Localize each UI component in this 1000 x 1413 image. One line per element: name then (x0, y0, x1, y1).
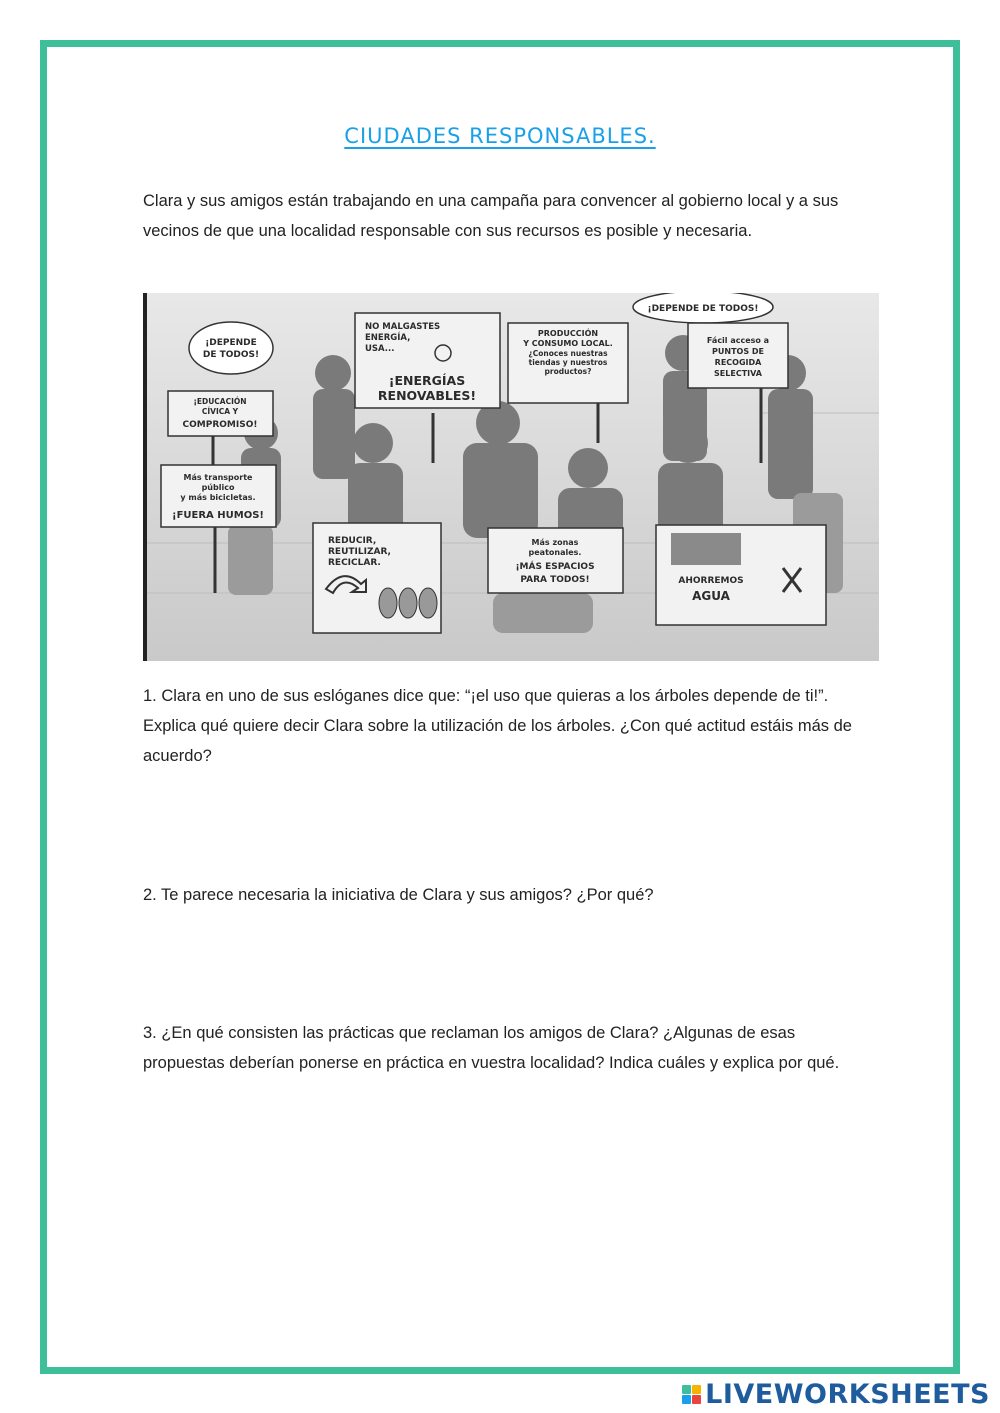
svg-text:público: público (201, 483, 235, 492)
svg-text:PARA TODOS!: PARA TODOS! (520, 575, 590, 585)
illustration-photo (143, 293, 879, 661)
svg-text:COMPROMISO!: COMPROMISO! (182, 420, 258, 430)
svg-text:RECICLAR.: RECICLAR. (328, 558, 381, 568)
svg-text:SELECTIVA: SELECTIVA (714, 369, 762, 378)
svg-text:¡ENERGÍAS: ¡ENERGÍAS (388, 373, 466, 388)
question-3: 3. ¿En qué consisten las prácticas que reclaman los amigos de Clara? ¿Algunas de esas propuestas deberían ponerse en práctica en vuestra localidad? Indica cuáles y explica por qué. (143, 1024, 840, 1072)
svg-text:¡EDUCACIÓN: ¡EDUCACIÓN (193, 397, 247, 406)
svg-text:peatonales.: peatonales. (528, 548, 582, 557)
svg-text:¡MÁS ESPACIOS: ¡MÁS ESPACIOS (515, 562, 595, 572)
intro-paragraph: Clara y sus amigos están trabajando en una campaña para convencer al gobierno local y a sus vecinos de que una localidad responsable con sus recursos es posible y necesaria. (143, 192, 839, 240)
svg-text:PRODUCCIÓN: PRODUCCIÓN (537, 329, 599, 338)
speech-bubble-right (633, 293, 773, 323)
sign-civic-education (168, 391, 273, 436)
svg-text:Más zonas: Más zonas (531, 538, 579, 547)
svg-text:NO MALGASTES: NO MALGASTES (365, 322, 441, 332)
svg-text:productos?: productos? (544, 367, 592, 376)
svg-text:AGUA: AGUA (692, 589, 730, 603)
svg-text:REDUCIR,: REDUCIR, (328, 536, 377, 546)
page-title: CIUDADES RESPONSABLES. (344, 124, 656, 148)
svg-text:USA...: USA... (365, 344, 395, 354)
sign-public-transport (161, 465, 276, 527)
svg-text:RECOGIDA: RECOGIDA (714, 358, 762, 367)
sign-reduce-reuse-recycle (313, 523, 441, 633)
svg-text:PUNTOS DE: PUNTOS DE (712, 347, 764, 356)
speech-bubble-left (189, 322, 273, 374)
sign-save-water (656, 525, 826, 625)
svg-text:tiendas y nuestros: tiendas y nuestros (528, 358, 608, 367)
svg-text:¡FUERA HUMOS!: ¡FUERA HUMOS! (172, 510, 264, 521)
sign-renewable-energy (355, 313, 500, 408)
svg-text:Y CONSUMO LOCAL.: Y CONSUMO LOCAL. (523, 339, 613, 348)
svg-text:ENERGÍA,: ENERGÍA, (365, 333, 411, 343)
bottles-icon (379, 588, 437, 618)
svg-text:Fácil acceso a: Fácil acceso a (706, 336, 770, 345)
svg-text:REUTILIZAR,: REUTILIZAR, (328, 547, 391, 557)
svg-text:y más bicicletas.: y más bicicletas. (180, 493, 256, 502)
question-1: 1. Clara en uno de sus eslóganes dice que: “¡el uso que quieras a los árboles depende de ti!”. Explica qué quiere decir Clara sobre la utilización de los árboles. ¿Con qué actitud estáis más de acuerdo? (143, 687, 852, 765)
water-scene-icon (671, 533, 741, 565)
svg-text:¡DEPENDE DE TODOS!: ¡DEPENDE DE TODOS! (647, 304, 759, 314)
svg-text:CÍVICA Y: CÍVICA Y (201, 407, 239, 416)
logo-cubes-icon (682, 1385, 701, 1404)
svg-text:¡DEPENDE: ¡DEPENDE (205, 338, 257, 348)
svg-text:¿Conoces nuestras: ¿Conoces nuestras (528, 349, 608, 358)
liveworksheets-logo (682, 1379, 990, 1409)
sign-recycling-points (688, 323, 788, 388)
sign-pedestrian-zones (488, 528, 623, 593)
brand-name: LIVEWORKSHEETS (705, 1378, 990, 1410)
question-2: 2. Te parece necesaria la iniciativa de Clara y sus amigos? ¿Por qué? (143, 886, 654, 904)
svg-text:AHORREMOS: AHORREMOS (678, 576, 744, 586)
svg-text:DE TODOS!: DE TODOS! (202, 350, 260, 360)
svg-text:RENOVABLES!: RENOVABLES! (377, 388, 477, 403)
svg-text:Más transporte: Más transporte (183, 473, 253, 482)
sign-local-consumption (508, 323, 628, 403)
